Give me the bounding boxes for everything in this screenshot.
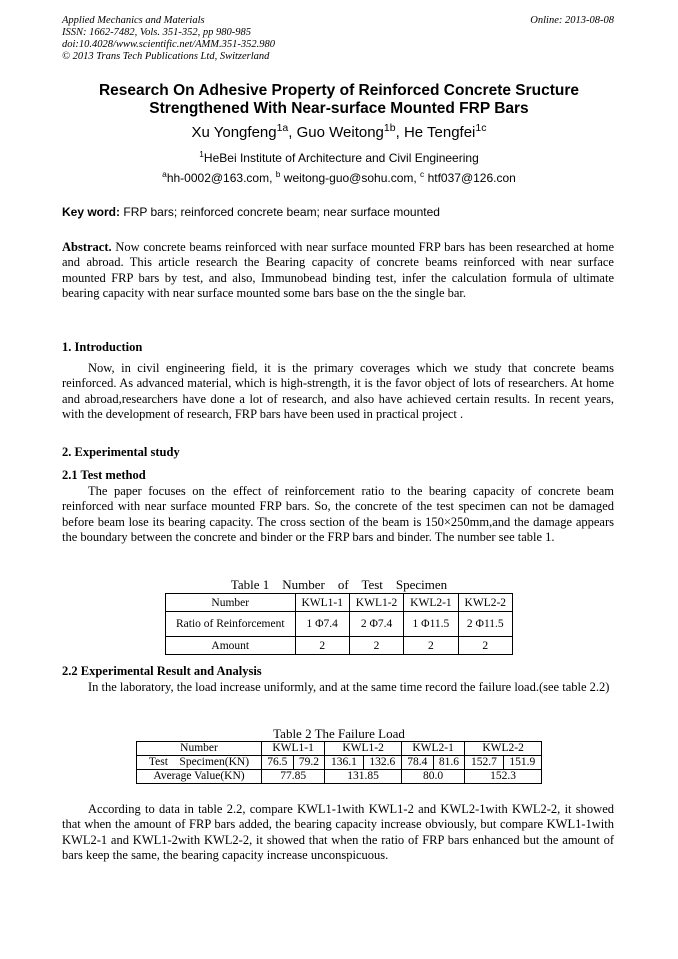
email-address: hh-0002@163.com, — [166, 171, 273, 185]
keywords-label: Key word: — [62, 205, 121, 219]
author-list: Xu Yongfeng$^{1a}$, Guo Weitong$^{1b}$, He Tengfei$^{1c}$ — [191, 122, 487, 141]
table-caption: Table 2 The Failure Load — [273, 726, 405, 741]
section-text: Now, in civil engineering field, it is the primary coverages which we study that concrete beams reinforced. As advanced material, which is high-strength, it is the favor object of lots of researchers. At home and abroad,researchers have done a lot of research, and also have achieved certain results. In recent years, with the development of research, FRP bars have been used in practical project . — [62, 361, 614, 422]
paper-title — [62, 82, 616, 118]
table-cell: 2 Φ7.4 — [349, 612, 403, 637]
table-header-cell: KWL1-2 — [349, 594, 403, 612]
doi-line: doi:10.4028/www.scientific.net/AMM.351-352.980 — [62, 39, 275, 50]
email-list — [62, 171, 616, 185]
table-cell: 76.5 — [261, 756, 293, 770]
email-sup: c — [420, 169, 425, 179]
table-row — [137, 742, 542, 756]
author-sup: 1a — [276, 122, 289, 134]
author-sup: 1c — [475, 122, 487, 134]
table-cell: 80.0 — [401, 770, 464, 784]
table-header-cell: KWL1-2 — [325, 742, 402, 756]
table-cell: 2 — [458, 637, 512, 655]
table-cell: 132.6 — [363, 756, 401, 770]
keywords — [62, 205, 440, 219]
table-cell: Test Specimen(KN) — [137, 756, 262, 770]
email-sup: b — [275, 169, 281, 179]
issn-line: ISSN: 1662-7482, Vols. 351-352, pp 980-985 — [62, 27, 251, 38]
table-caption: Table 1 Number of Test Specimen — [230, 577, 448, 592]
table-row — [166, 612, 513, 637]
table-header-cell: Number — [166, 594, 296, 612]
table-row — [137, 770, 542, 784]
abstract-text: Now concrete beams reinforced with near surface mounted FRP bars has been researched at home and abroad. This article research the Bearing capacity of concrete beams reinforced with near surface mounted FRP bars by test, and also, Immunobead binding test, infer the calculation formula of ultimate bearing capacity with near surface mounted some bars base on the the single bar. — [62, 240, 614, 301]
abstract — [62, 240, 614, 302]
author-sup: 1b — [383, 122, 396, 134]
table-cell: 2 — [295, 637, 349, 655]
table-row — [137, 756, 542, 770]
table-row — [166, 594, 513, 612]
email-address: htf037@126.con — [427, 171, 516, 185]
table-cell: 152.3 — [465, 770, 542, 784]
affiliation-sup: 1 — [199, 149, 204, 159]
table-header-cell: KWL2-1 — [404, 594, 458, 612]
subsection-text: The paper focuses on the effect of reinforcement ratio to the bearing capacity of concrete beam reinforced with near surface mounted FRP bars. So, the concrete of the test specimen can not be damaged before beam lose its bearing capacity. The cross section of the beam is 150×250mm,and the damage appears the boundary between the concrete and binder or the FRP bars and binder. The number see table 1. — [62, 484, 614, 545]
table-cell: 1 Φ7.4 — [295, 612, 349, 637]
table-row — [166, 637, 513, 655]
author-name: He Tengfei — [403, 124, 476, 141]
table-cell: 151.9 — [503, 756, 541, 770]
table-cell: 2 — [404, 637, 458, 655]
table-cell: 2 Φ11.5 — [458, 612, 512, 637]
copyright-line: © 2013 Trans Tech Publications Ltd, Switzerland — [62, 51, 270, 62]
table-cell: 152.7 — [465, 756, 503, 770]
table-cell: 2 — [349, 637, 403, 655]
table-cell: Ratio of Reinforcement — [166, 612, 296, 637]
table-cell: Amount — [166, 637, 296, 655]
section-heading: 1. Introduction — [62, 340, 143, 354]
online-date: Online: 2013-08-08 — [530, 15, 614, 26]
table-cell: 131.85 — [325, 770, 402, 784]
table-header-cell: KWL1-1 — [295, 594, 349, 612]
table-header-cell: KWL2-2 — [465, 742, 542, 756]
abstract-label: Abstract. — [62, 240, 112, 254]
journal-header — [62, 15, 614, 63]
analysis-paragraph: According to data in table 2.2, compare KWL1-1with KWL1-2 and KWL2-1with KWL2-2, it showed that when the amount of FRP bars added, the bearing capacity increase obviously, but compare KWL1-1with KWL2-1 and KWL1-2with KWL2-2, it showed that when the ratio of FRP bars enhanced but the amount of bars keep the same, the bearing capacity increase unconspicuous. — [62, 802, 614, 863]
table-header-cell: KWL2-2 — [458, 594, 512, 612]
table-cell: 81.6 — [433, 756, 465, 770]
title-line-1: Research On Adhesive Property of Reinforced Concrete Sructure — [98, 82, 580, 99]
table-cell: 78.4 — [401, 756, 433, 770]
table-header-cell: Number — [137, 742, 262, 756]
table-cell: Average Value(KN) — [137, 770, 262, 784]
email-address: weitong-guo@sohu.com, — [283, 171, 417, 185]
subsection-heading: 2.1 Test method — [62, 468, 146, 482]
subsection-heading: 2.2 Experimental Result and Analysis — [62, 664, 262, 678]
author-name: Guo Weitong — [296, 124, 384, 141]
keywords-text: FRP bars; reinforced concrete beam; near surface mounted — [123, 205, 440, 219]
journal-name: Applied Mechanics and Materials — [62, 15, 205, 26]
section-heading: 2. Experimental study — [62, 445, 180, 459]
affiliation — [62, 151, 616, 165]
specimen-table — [165, 593, 513, 655]
table-cell: 79.2 — [293, 756, 325, 770]
table-cell: 77.85 — [261, 770, 324, 784]
table-cell: 1 Φ11.5 — [404, 612, 458, 637]
table-header-cell: KWL2-1 — [401, 742, 464, 756]
title-line-2: Strengthened With Near-surface Mounted FRP Bars — [149, 100, 529, 117]
affiliation-text: HeBei Institute of Architecture and Civil Engineering — [203, 151, 479, 165]
failure-load-table — [136, 741, 542, 784]
subsection-text: In the laboratory, the load increase uniformly, and at the same time record the failure load.(see table 2.2) — [88, 680, 610, 694]
table-cell: 136.1 — [325, 756, 363, 770]
table-header-cell: KWL1-1 — [261, 742, 324, 756]
email-sup: a — [162, 169, 167, 179]
author-name: Xu Yongfeng — [191, 124, 277, 141]
